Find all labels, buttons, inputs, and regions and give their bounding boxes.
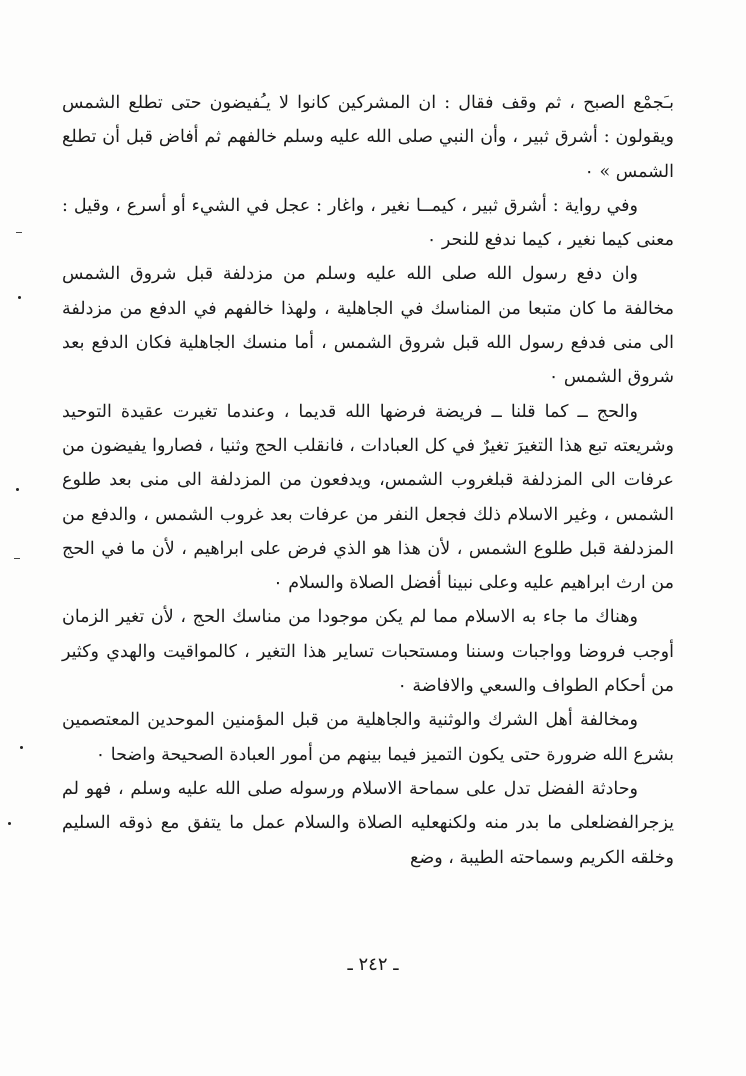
scan-speck (14, 558, 20, 559)
paragraph: وهناك ما جاء به الاسلام مما لم يكن موجودا من مناسك الحج ، لأن تغير الزمان أوجب فروضا وواجبات وسننا ومستحبات تساير هذا التغير ، كالمواقيت والهدي وكثير من أحكام الطواف والسعي والافاضة ٠ (62, 607, 674, 697)
paragraph: بـَجمْع الصبح ، ثم وقف فقال : ان المشركين كانوا لا يـُفيضون حتى تطلع الشمس ويقولون : أشرق ثبير ، وأن النبي صلى الله عليه وسلم خالفهم ثم أفاض قبل أن تطلع الشمس » ٠ (62, 93, 674, 182)
scan-speck (8, 822, 11, 825)
scan-speck (18, 296, 21, 299)
body-text (62, 86, 674, 875)
scan-speck (20, 746, 23, 749)
paragraph: ومخالفة أهل الشرك والوثنية والجاهلية من قبل المؤمنين الموحدين المعتصمين بشرع الله ضرورة حتى يكون التميز فيما بينهم من أمور العبادة الصحيحة واضحا ٠ (62, 710, 674, 765)
paragraph: وحادثة الفضل تدل على سماحة الاسلام ورسوله صلى الله عليه وسلم ، فهو لم يزجرالفضلعلى ما بدر منه ولكنهعليه الصلاة والسلام عمل ما يتفق مع ذوقه السليم وخلقه الكريم وسماحته الطيبة ، وضع (62, 778, 674, 868)
page-number: ـ ٢٤٢ ـ (347, 954, 399, 975)
paragraph: والحج ــ كما قلنا ــ فريضة فرضها الله قديما ، وعندما تغيرت عقيدة التوحيد وشريعته تبع هذا التغيرَ تغيرٌ في كل العبادات ، فانقلب الحج وثنيا ، فصاروا يفيضون من عرفات الى المزدلفة قبلغروب الشمس، ويدفعون من المزدلفة الى منى بعد طلوع الشمس ، وغير الاسلام ذلك فجعل النفر من عرفات بعد غروب الشمس ، والدفع من المزدلفة قبل طلوع الشمس ، لأن هذا هو الذي فرض على ابراهيم ، لأن ما في الحج من ارث ابراهيم عليه وعلى نبينا أفضل الصلاة والسلام ٠ (62, 401, 674, 594)
scan-speck (16, 232, 22, 233)
paragraph: وفي رواية : أشرق ثبير ، كيمــا نغير ، واغار : عجل في الشيء أو أسرع ، وقيل : معنى كيما نغير ، كيما ندفع للنحر ٠ (62, 195, 674, 251)
scan-speck (16, 488, 19, 491)
paragraph: وان دفع رسول الله صلى الله عليه وسلم من مزدلفة قبل شروق الشمس مخالفة ما كان متبعا من المناسك في الجاهلية ، ولهذا خالفهم في الدفع من مزدلفة الى منى فدفع رسول الله قبل شروق الشمس ، أما منسك الجاهلية فكان الدفع بعد شروق الشمس ٠ (62, 264, 674, 388)
